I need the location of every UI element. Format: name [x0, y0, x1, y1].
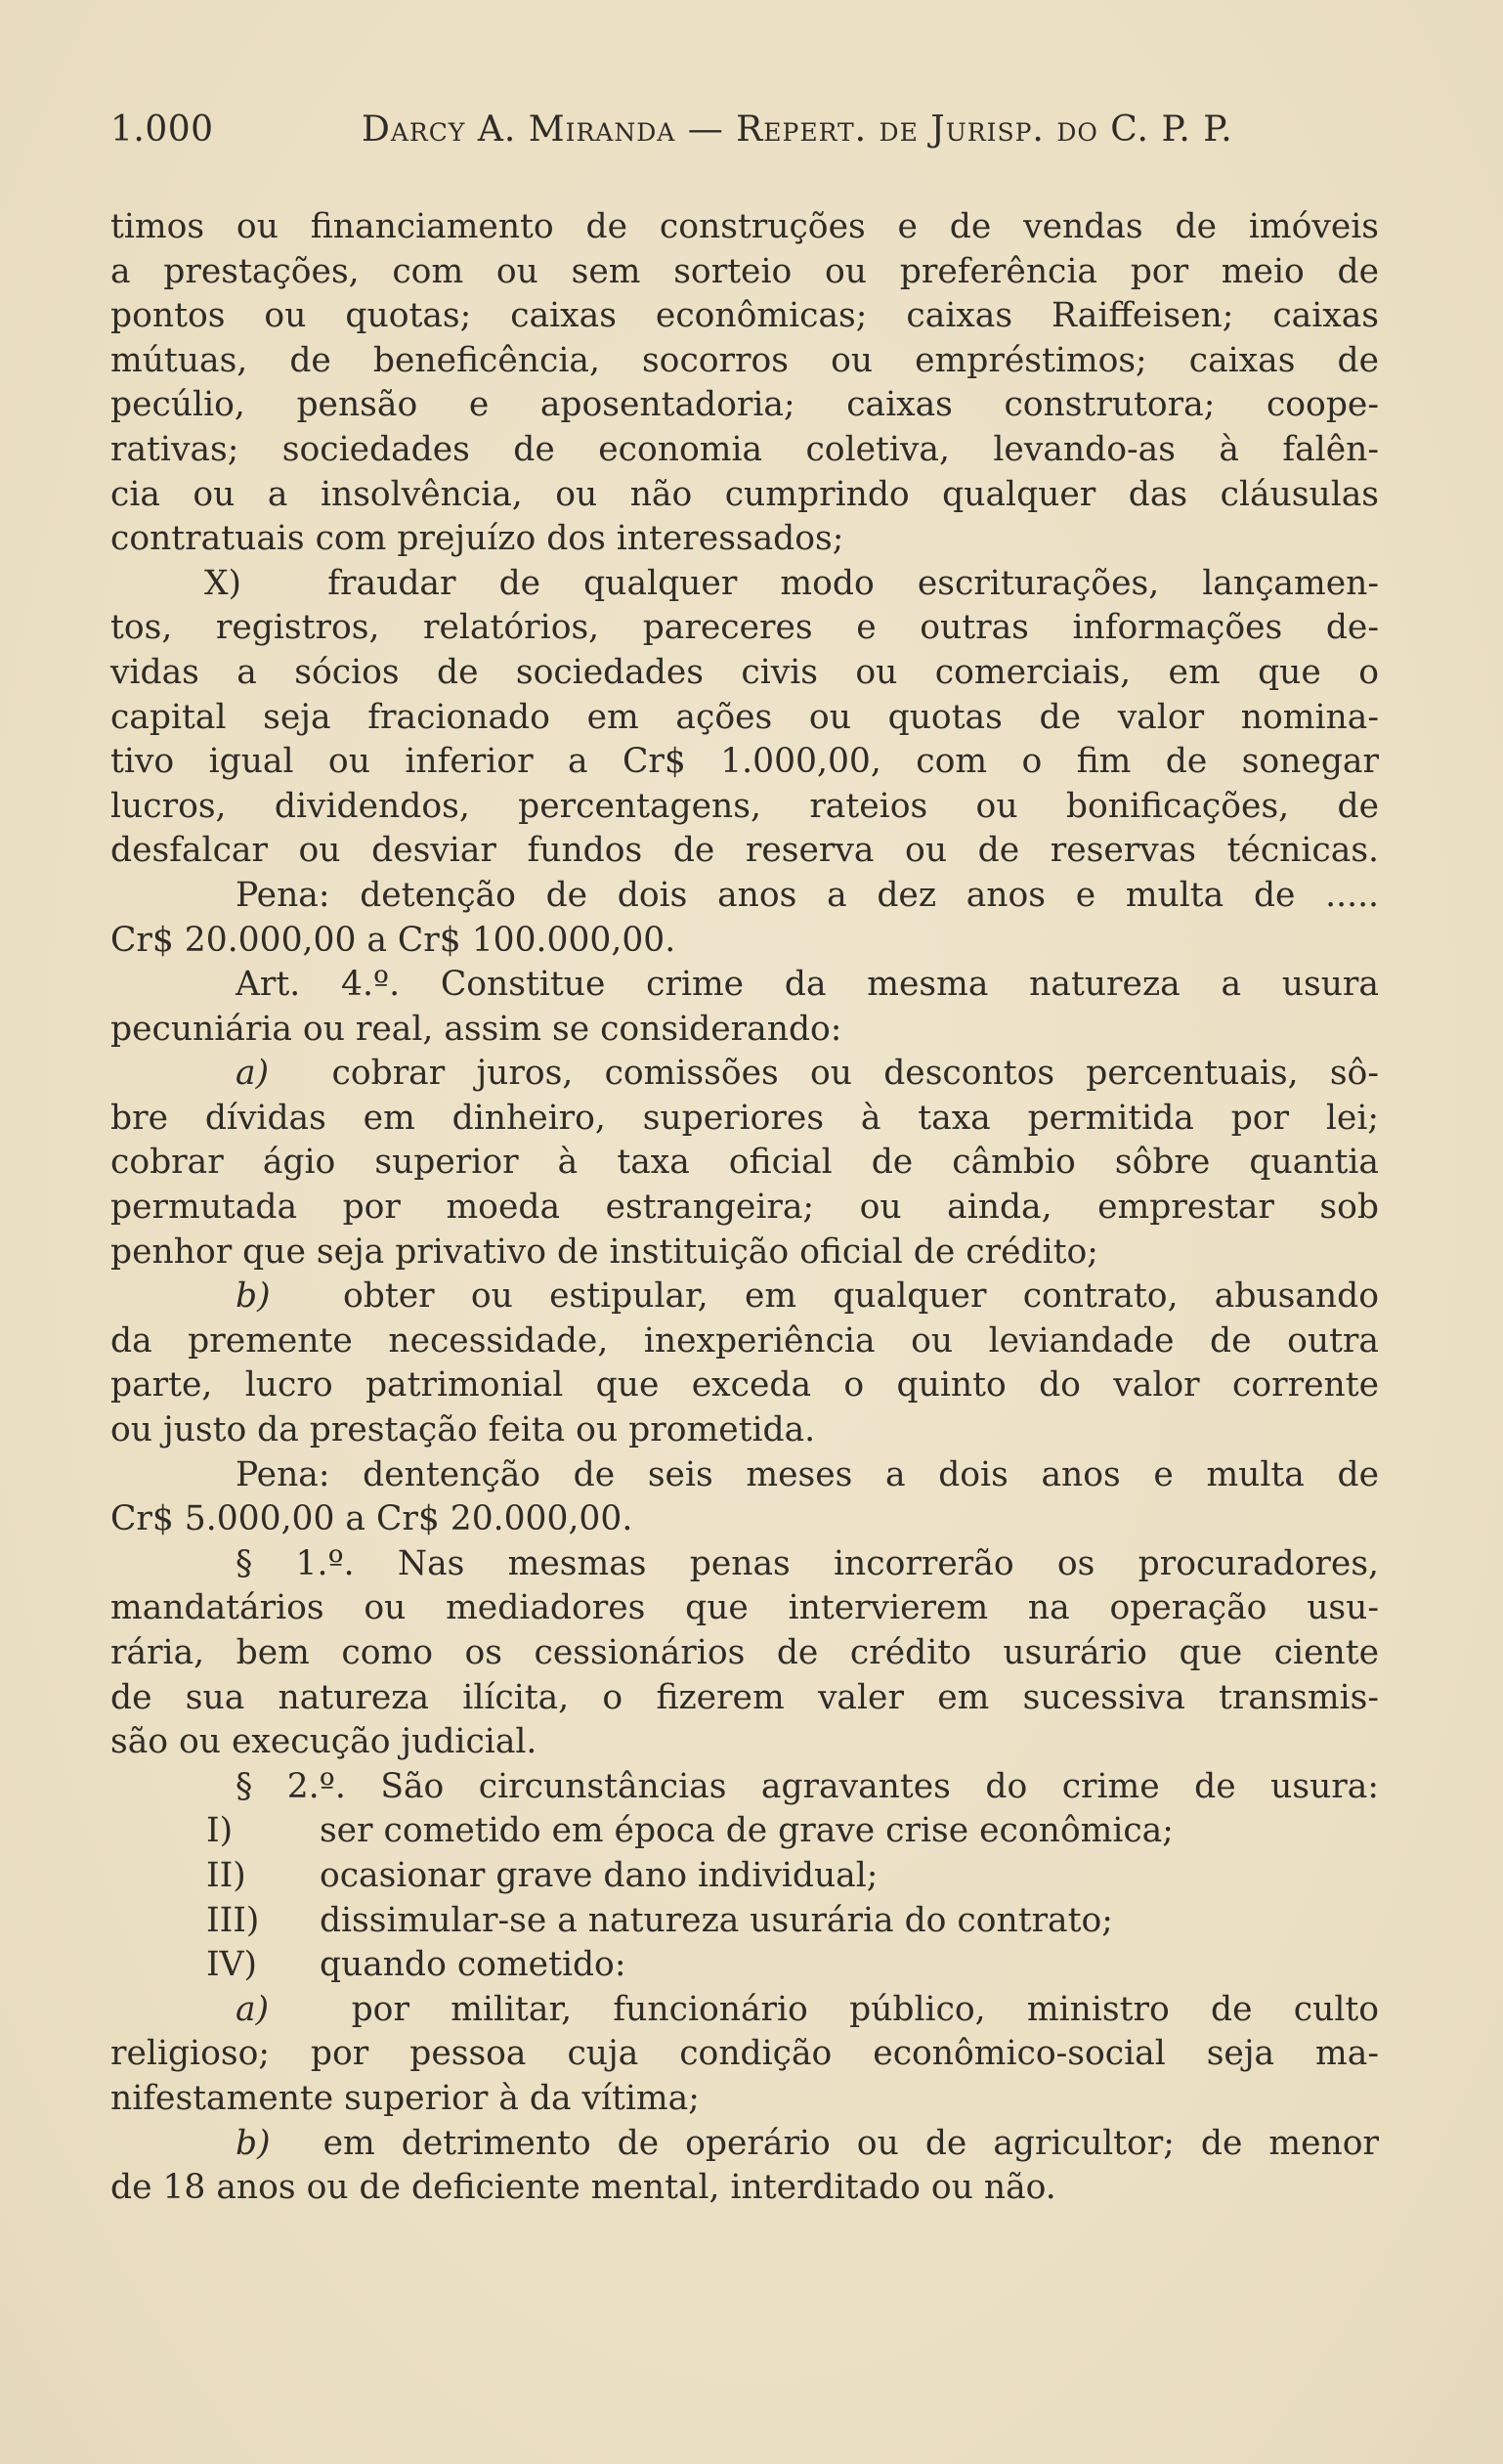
text-line: tivo igual ou inferior a Cr$ 1.000,00, com o fim de sonegar [110, 742, 1379, 782]
text-line: Cr$ 5.000,00 a Cr$ 20.000,00. [110, 1499, 633, 1539]
text-line: religioso; por pessoa cuja condição econômico-social seja ma- [110, 2034, 1379, 2074]
running-title: Darcy A. Miranda — Repert. de Jurisp. do C. P. P. [362, 109, 1233, 150]
paragraph-art-4 [110, 963, 1379, 1052]
text-line: são ou execução judicial. [110, 1722, 537, 1762]
item-text: por militar, funcionário público, ministro de culto [351, 1989, 1380, 2029]
paragraph-item-b [110, 1275, 1379, 1452]
paragraph-section-2 [110, 1765, 1379, 1810]
text-line: parte, lucro patrimonial que exceda o quinto do valor corrente [110, 1365, 1379, 1405]
item-text: em detrimento de operário ou de agricultor; de menor [322, 2123, 1380, 2163]
list-item-text: ser cometido em época de grave crise econômica; [319, 1811, 1174, 1851]
aggravating-circumstances-list [110, 1809, 1379, 1987]
text-line: rária, bem como os cessionários de crédito usurário que ciente [110, 1633, 1379, 1672]
paragraph-item-x [110, 562, 1379, 874]
item-marker: b) [236, 1276, 271, 1317]
paragraph-pena-2 [110, 1453, 1379, 1542]
text-line: a prestações, com ou sem sorteio ou preferência por meio de [110, 251, 1379, 291]
list-item [110, 1943, 1379, 1988]
page-body [110, 205, 1379, 2211]
text-line: § 1.º. Nas mesmas penas incorrerão os procuradores, [236, 1543, 1379, 1583]
paragraph-sub-a [110, 1988, 1379, 2122]
list-item [110, 1899, 1379, 1944]
text-line: pecuniária ou real, assim se considerando: [110, 1009, 842, 1049]
paragraph-pena-1 [110, 874, 1379, 963]
item-text: cobrar juros, comissões ou descontos percentuais, sô- [331, 1054, 1379, 1094]
text-line: Pena: detenção de dois anos a dez anos e multa de ..... [236, 875, 1379, 915]
paragraph-continuation [110, 205, 1379, 562]
paragraph-item-a [110, 1052, 1379, 1275]
list-item-text: ocasionar grave dano individual; [319, 1855, 879, 1895]
list-item [110, 1809, 1379, 1854]
text-line [110, 1275, 1379, 1319]
text-line: § 2.º. São circunstâncias agravantes do crime de usura: [236, 1766, 1379, 1806]
item-marker: a) [236, 1054, 270, 1094]
text-line: nifestamente superior à da vítima; [110, 2078, 700, 2118]
text-line: rativas; sociedades de economia coletiva, levando-as à falên- [110, 429, 1379, 469]
list-item-text: quando cometido: [319, 1945, 626, 1985]
text-line: da premente necessidade, inexperiência ou leviandade de outra [110, 1320, 1379, 1361]
page-number: 1.000 [110, 109, 214, 150]
text-line: bre dívidas em dinheiro, superiores à taxa permitida por lei; [110, 1098, 1379, 1138]
text-line: vidas a sócios de sociedades civis ou comerciais, em que o [110, 652, 1379, 692]
item-text: fraudar de qualquer modo escriturações, lançamen- [327, 563, 1379, 603]
roman-marker: IV) [206, 1945, 258, 1985]
text-line [110, 2122, 1379, 2167]
text-line: cobrar ágio superior à taxa oficial de câmbio sôbre quantia [110, 1143, 1379, 1183]
text-line: desfalcar ou desviar fundos de reserva ou de reservas técnicas. [110, 831, 1379, 871]
text-line [110, 1988, 1379, 2033]
item-text: obter ou estipular, em qualquer contrato, abusando [343, 1276, 1379, 1317]
list-item-text: dissimular-se a natureza usurária do contrato; [319, 1900, 1113, 1940]
text-line: Pena: dentenção de seis meses a dois anos e multa de [236, 1454, 1379, 1494]
text-line: de 18 anos ou de deficiente mental, interditado ou não. [110, 2168, 1056, 2208]
article-heading-line: Art. 4.º. Constitue crime da mesma natureza a usura [236, 965, 1379, 1005]
text-line: contratuais com prejuízo dos interessados; [110, 519, 844, 559]
text-line: cia ou a insolvência, ou não cumprindo qualquer das cláusulas [110, 474, 1379, 514]
page-header [110, 109, 1381, 158]
text-line: lucros, dividendos, percentagens, rateios ou bonificações, de [110, 786, 1379, 826]
item-marker: b) [236, 2123, 271, 2163]
text-line: de sua natureza ilícita, o fizerem valer em sucessiva transmis- [110, 1677, 1379, 1717]
roman-marker: II) [206, 1855, 246, 1895]
text-line: Cr$ 20.000,00 a Cr$ 100.000,00. [110, 920, 676, 960]
paragraph-section-1 [110, 1542, 1379, 1765]
text-line: capital seja fracionado em ações ou quotas de valor nomina- [110, 697, 1379, 737]
text-line: tos, registros, relatórios, pareceres e outras informações de- [110, 608, 1379, 648]
text-line: permutada por moeda estrangeira; ou ainda, emprestar sob [110, 1188, 1379, 1228]
text-line: pecúlio, pensão e aposentadoria; caixas construtora; coope- [110, 385, 1379, 425]
text-line: mútuas, de beneficência, socorros ou empréstimos; caixas de [110, 340, 1379, 380]
paragraph-sub-b [110, 2122, 1379, 2211]
text-line: timos ou financiamento de construções e de vendas de imóveis [110, 207, 1379, 246]
text-line: ou justo da prestação feita ou prometida. [110, 1410, 816, 1450]
text-line: pontos ou quotas; caixas econômicas; caixas Raiffeisen; caixas [110, 296, 1379, 336]
text-line: penhor que seja privativo de instituição oficial de crédito; [110, 1232, 1098, 1272]
roman-marker: I) [206, 1811, 234, 1851]
text-line: mandatários ou mediadores que intervierem na operação usu- [110, 1588, 1379, 1628]
text-line [110, 562, 1379, 607]
list-item [110, 1854, 1379, 1899]
item-marker: a) [236, 1989, 270, 2029]
text-line [110, 1052, 1379, 1097]
roman-marker: III) [206, 1900, 260, 1940]
item-marker: X) [204, 563, 242, 603]
